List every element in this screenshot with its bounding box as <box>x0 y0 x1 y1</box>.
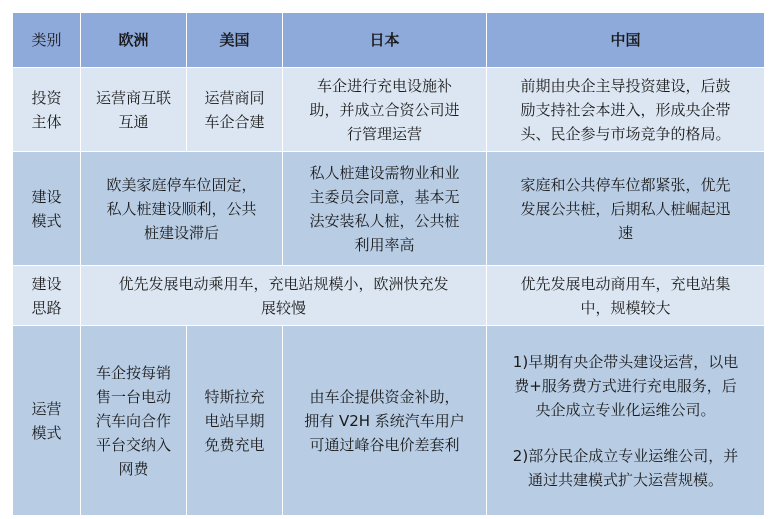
cell-construction-idea-china: 优先发展电动商用车，充电站集 中，规模较大 <box>487 266 765 326</box>
header-japan: 日本 <box>283 13 487 68</box>
row-operation-model <box>13 326 765 516</box>
cell-operation-model-usa: 特斯拉充 电站早期 免费充电 <box>187 326 283 516</box>
cell-construction-model-euus: 欧美家庭停车位固定， 私人桩建设顺利，公共 桩建设滞后 <box>81 152 283 266</box>
header-china: 中国 <box>487 13 765 68</box>
cell-construction-model-china: 家庭和公共停车位都紧张，优先 发展公共桩，后期私人桩崛起迅 速 <box>487 152 765 266</box>
cell-operation-model-japan: 由车企提供资金补助， 拥有 V2H 系统汽车用户 可通过峰谷电价差套利 <box>283 326 487 516</box>
row-label-operation-model: 运营 模式 <box>13 326 81 516</box>
comparison-table <box>12 12 765 516</box>
row-label-construction-idea: 建设 思路 <box>13 266 81 326</box>
row-investment <box>13 68 765 152</box>
cell-operation-model-europe: 车企按每销 售一台电动 汽车向合作 平台交纳入 网费 <box>81 326 187 516</box>
paragraph-gap <box>493 422 758 444</box>
header-usa: 美国 <box>187 13 283 68</box>
cell-investment-china: 前期由央企主导投资建设，后鼓 励支持社会本进入，形成央企带 头、民企参与市场竞争的格局。 <box>487 68 765 152</box>
cell-construction-idea-others: 优先发展电动乘用车，充电站规模小，欧洲快充发 展较慢 <box>81 266 487 326</box>
header-category: 类别 <box>13 13 81 68</box>
row-label-investment: 投资 主体 <box>13 68 81 152</box>
row-label-construction-model: 建设 模式 <box>13 152 81 266</box>
cell-investment-japan: 车企进行充电设施补 助，并成立合资公司进 行管理运营 <box>283 68 487 152</box>
row-construction-model <box>13 152 765 266</box>
cell-operation-model-china: 1)早期有央企带头建设运营，以电 费+服务费方式进行充电服务，后 央企成立专业化运维公司。 2)部分民企成立专业运维公司，并 通过共建模式扩大运营规模。 <box>487 326 765 516</box>
cell-construction-model-japan: 私人桩建设需物业和业 主委员会同意，基本无 法安装私人桩，公共桩 利用率高 <box>283 152 487 266</box>
header-europe: 欧洲 <box>81 13 187 68</box>
header-row <box>13 13 765 68</box>
cell-investment-europe: 运营商互联 互通 <box>81 68 187 152</box>
row-construction-idea <box>13 266 765 326</box>
cell-investment-usa: 运营商同 车企合建 <box>187 68 283 152</box>
